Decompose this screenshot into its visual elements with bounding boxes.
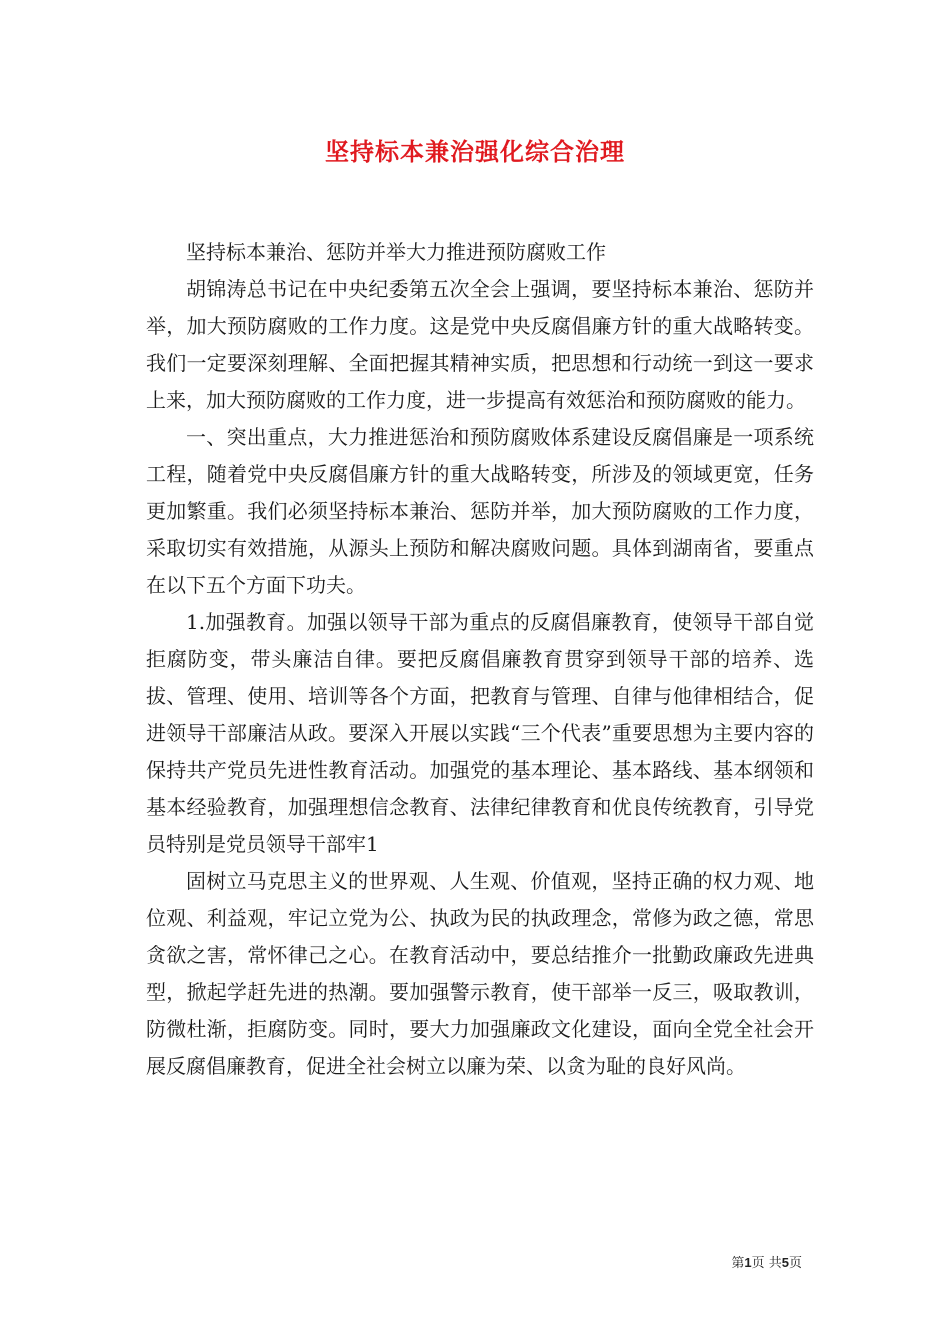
document-body — [146, 234, 814, 1085]
footer-total-pages: 5 — [781, 1255, 789, 1270]
document-title: 坚持标本兼治强化综合治理 — [325, 137, 625, 166]
paragraph-continued: 固树立马克思主义的世界观、人生观、价值观，坚持正确的权力观、地位观、利益观，牢记立党为公、执政为民的执政理念，常修为政之德，常思贪欲之害，常怀律己之心。在教育活动中，要总结推介一批勤政廉政先进典型，掀起学赶先进的热潮。要加强警示教育，使干部举一反三，吸取教训，防微杜渐，拒腐防变。同时，要大力加强廉政文化建设，面向全党全社会开展反腐倡廉教育，促进全社会树立以廉为荣、以贪为耻的良好风尚。 — [146, 869, 814, 1078]
paragraph-subtitle: 坚持标本兼治、惩防并举大力推进预防腐败工作 — [186, 240, 606, 264]
page-number-footer — [731, 1252, 802, 1271]
footer-middle: 页 共 — [751, 1256, 782, 1271]
footer-current-page: 1 — [744, 1255, 752, 1270]
paragraph-education: 1.加强教育。加强以领导干部为重点的反腐倡廉教育，使领导干部自觉拒腐防变，带头廉洁自律。要把反腐倡廉教育贯穿到领导干部的培养、选拔、管理、使用、培训等各个方面，把教育与管理、自律与他律相结合，促进领导干部廉洁从政。要深入开展以实践“三个代表”重要思想为主要内容的保持共产党员先进性教育活动。加强党的基本理论、基本路线、基本纲领和基本经验教育，加强理想信念教育、法律纪律教育和优良传统教育，引导党员特别是党员领导干部牢1 — [146, 610, 814, 856]
paragraph-section-one: 一、突出重点，大力推进惩治和预防腐败体系建设反腐倡廉是一项系统工程，随着党中央反腐倡廉方针的重大战略转变，所涉及的领域更宽，任务更加繁重。我们必须坚持标本兼治、惩防并举，加大预防腐败的工作力度，采取切实有效措施，从源头上预防和解决腐败问题。具体到湖南省，要重点在以下五个方面下功夫。 — [146, 425, 814, 597]
footer-suffix: 页 — [788, 1256, 802, 1271]
footer-prefix: 第 — [731, 1256, 745, 1271]
paragraph-intro: 胡锦涛总书记在中央纪委第五次全会上强调，要坚持标本兼治、惩防并举，加大预防腐败的工作力度。这是党中央反腐倡廉方针的重大战略转变。我们一定要深刻理解、全面把握其精神实质，把思想和行动统一到这一要求上来，加大预防腐败的工作力度，进一步提高有效惩治和预防腐败的能力。 — [146, 277, 814, 412]
